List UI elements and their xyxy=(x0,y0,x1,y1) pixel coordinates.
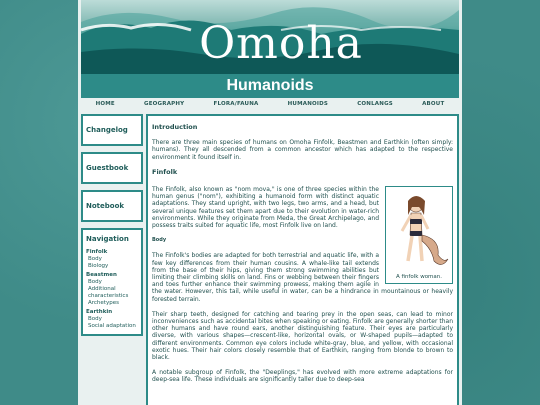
site-banner xyxy=(81,0,459,74)
nav-section-beastmen[interactable]: Beastmen xyxy=(86,272,117,278)
guestbook-link[interactable]: Guestbook xyxy=(86,164,129,172)
notebook-link[interactable]: Notebook xyxy=(86,202,125,210)
main-content xyxy=(146,114,459,405)
nav-link-beastmen-archetypes[interactable]: Archetypes xyxy=(88,300,119,306)
nav-humanoids[interactable]: HUMANOIDS xyxy=(287,101,329,107)
nav-link-earthkin-body[interactable]: Body xyxy=(88,316,102,322)
body-heading: Body xyxy=(152,237,167,244)
sidebar-notebook[interactable] xyxy=(81,190,143,222)
finfolk-figure xyxy=(385,186,453,284)
nav-home[interactable]: HOME xyxy=(95,101,115,107)
nav-about[interactable]: ABOUT xyxy=(422,101,445,107)
nav-section-earthkin[interactable]: Earthkin xyxy=(86,309,113,315)
nav-conlangs[interactable]: CONLANGS xyxy=(357,101,393,107)
page-container xyxy=(78,0,462,405)
nav-link-finfolk-biology[interactable]: Biology xyxy=(88,263,109,269)
changelog-link[interactable]: Changelog xyxy=(86,126,128,134)
nav-link-earthkin-social[interactable]: Social adaptation xyxy=(88,323,136,329)
page-heading: Humanoids xyxy=(81,74,459,98)
intro-paragraph: There are three main species of humans on Omoha Finfolk, Beastmen and Earthkin (often simply: humans). They all descended from a common ancestor which has adapted to the respective environment it found itself in. xyxy=(152,139,453,161)
finfolk-paragraph: The Finfolk, also known as "nom mova," is one of three species within the human genus ("nom"), exhibiting a humanoid form with distinct aquatic adaptations. They stand upright, with two legs, two arms, and a head, but several unique features set them apart due to their evolution in water-rich environments. While they originate from Meda, the Great Archipelago, and possess traits suited for aquatic life, most Finfolk live on land. xyxy=(152,186,379,230)
nav-geography[interactable]: GEOGRAPHY xyxy=(144,101,185,107)
figure-caption: A finfolk woman. xyxy=(395,273,443,280)
sidebar xyxy=(81,114,143,336)
body-paragraph-1: The Finfolk's bodies are adapted for both terrestrial and aquatic life, with a few key differences from their human cousins. A whale-like tail extends from the base of their hips, giving them strong swimming abilities but limiting their climbing skills on land. Fins or webbing between their fingers and toes further enhance their swimming prowess, making them agile in the water. However, this tail, while useful in water, can be a hindrance in mountainous or heavily forested terrain. xyxy=(152,252,453,303)
nav-link-beastmen-body[interactable]: Body xyxy=(88,279,102,285)
finfolk-heading: Finfolk xyxy=(152,167,178,176)
finfolk-woman-illustration xyxy=(388,189,452,275)
sidebar-guestbook[interactable] xyxy=(81,152,143,184)
navigation-heading: Navigation xyxy=(86,235,129,243)
body-paragraph-2: Their sharp teeth, designed for catching and tearing prey in the open seas, can lead to minor inconveniences such as accidental bites when speaking or eating. Finfolk are generally shorter than other humans and have round ears, another distinguishing feature. Their eyes are particularly diverse, with various shapes—crescent-like, horizontal ovals, or W-shaped pupils—adapted to different environments. Common eye colors include white-gray, blue, and yellow, with occasional exotic hues. Their hair colors closely resemble that of Earthkin, ranging from blonde to brown to black. xyxy=(152,310,453,362)
sidebar-navigation xyxy=(81,228,143,336)
nav-flora-fauna[interactable]: FLORA/FAUNA xyxy=(213,101,259,107)
sidebar-changelog[interactable] xyxy=(81,114,143,146)
nav-link-beastmen-additional[interactable]: Additional characteristics xyxy=(88,286,129,299)
intro-heading: Introduction xyxy=(152,123,198,131)
site-title: Omoha xyxy=(199,18,363,69)
top-nav xyxy=(81,98,459,110)
nav-section-finfolk[interactable]: Finfolk xyxy=(86,249,108,255)
body-paragraph-3: A notable subgroup of Finfolk, the "Deeplings," has evolved with more extreme adaptations for deep-sea life. These individuals are significantly taller due to deep-sea xyxy=(152,369,453,384)
nav-link-finfolk-body[interactable]: Body xyxy=(88,256,102,262)
